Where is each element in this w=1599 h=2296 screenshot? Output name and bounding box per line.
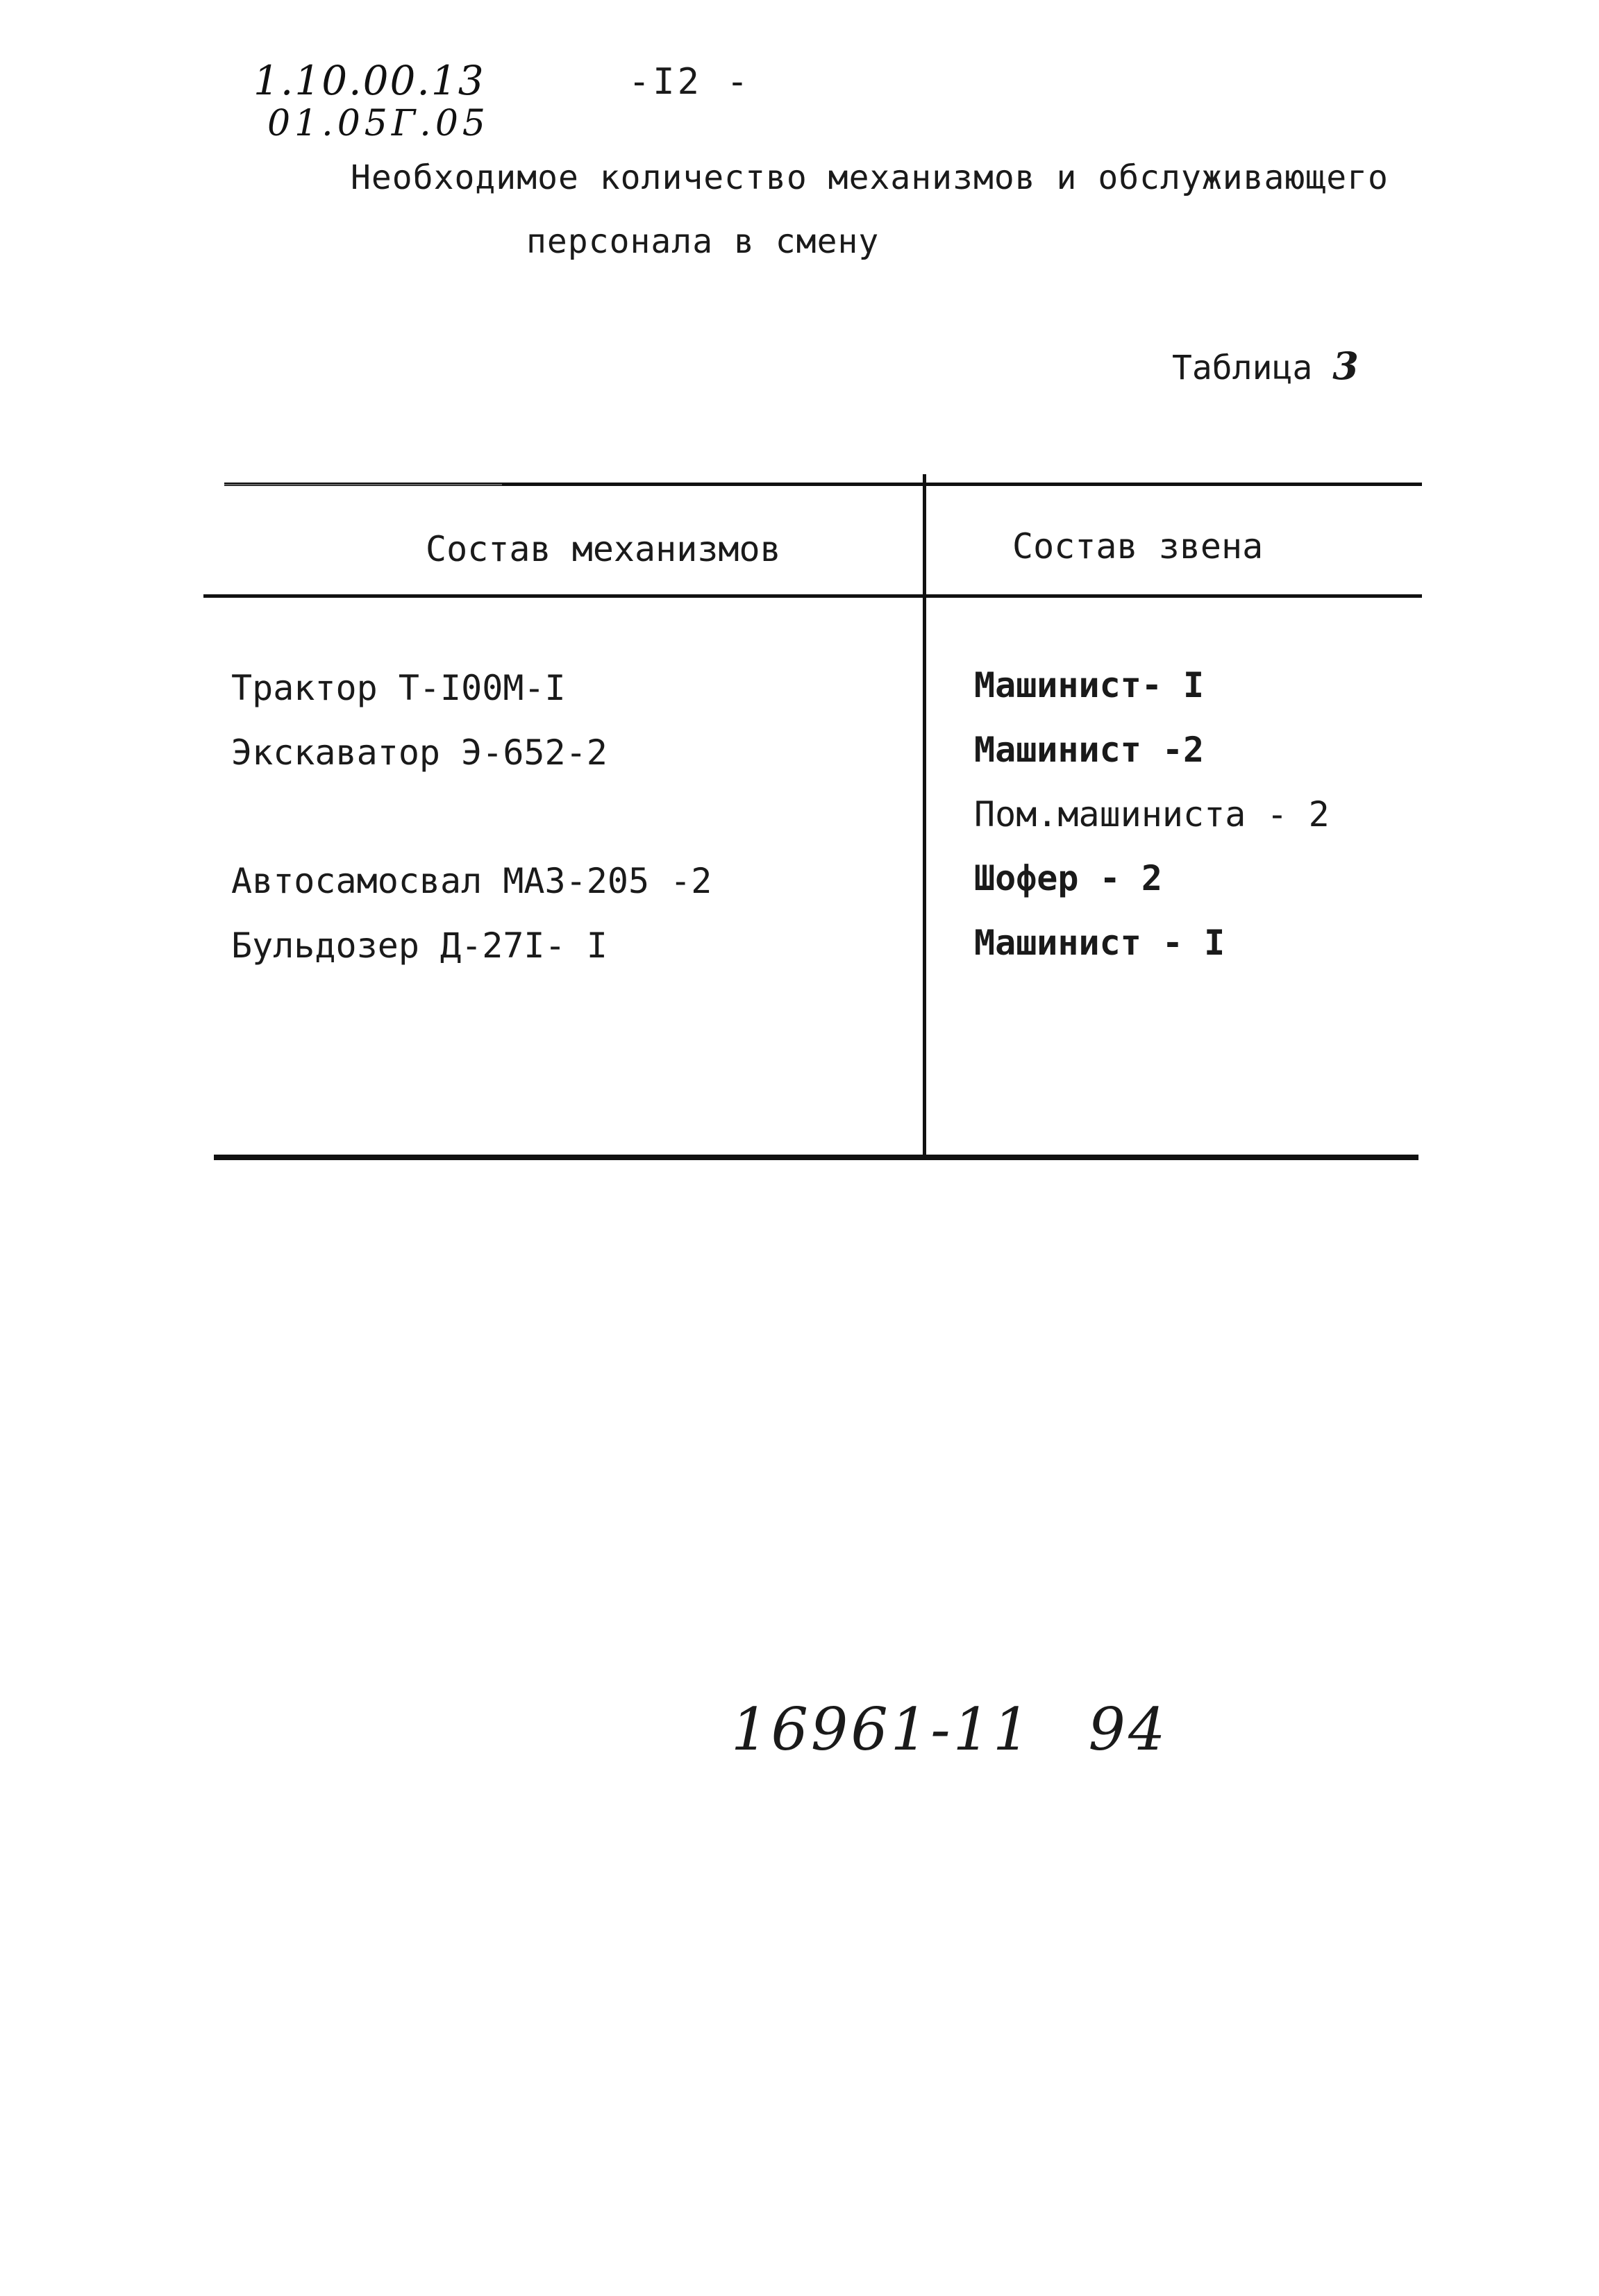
table-header-crew: Состав звена bbox=[1012, 526, 1264, 567]
table-cell-crew: Пом.машиниста - 2 bbox=[974, 794, 1330, 835]
page-title-line-1: Необходимое количество механизмов и обслуживающего bbox=[351, 158, 1389, 197]
table-label-text: Таблица bbox=[1172, 349, 1313, 387]
archive-stamp bbox=[731, 1695, 1168, 1763]
table-label-number: 3 bbox=[1332, 344, 1359, 388]
page-number: -I2 - bbox=[628, 61, 751, 103]
table-cell-crew: Машинист- I bbox=[974, 665, 1205, 705]
table-cell-mechanism: Автосамосвал МАЗ-205 -2 bbox=[231, 861, 712, 901]
archive-stamp-sheet: 94 bbox=[1088, 1695, 1169, 1763]
table-column-divider bbox=[923, 474, 926, 1160]
table-cell-mechanism: Бульдозер Д-27I- I bbox=[231, 925, 608, 966]
table-label bbox=[1172, 344, 1359, 388]
table-cell-mechanism: Экскаватор Э-652-2 bbox=[231, 732, 608, 773]
page-title-line-2: персонала в смену bbox=[526, 222, 880, 261]
table-top-rule-accent bbox=[224, 484, 502, 485]
table-cell-crew: Шофер - 2 bbox=[974, 858, 1162, 898]
document-code-line-2: 01.05Г.05 bbox=[267, 103, 489, 144]
table-cell-crew: Машинист -2 bbox=[974, 730, 1205, 770]
table-header-mechanisms: Состав механизмов bbox=[426, 529, 781, 569]
archive-stamp-number: 16961-11 bbox=[731, 1695, 1033, 1763]
table-bottom-rule bbox=[214, 1155, 1418, 1160]
table-cell-crew: Машинист - I bbox=[974, 923, 1225, 963]
table-cell-mechanism: Трактор Т-I00М-I bbox=[231, 668, 566, 708]
table-header-rule bbox=[203, 594, 1422, 598]
document-code-line-1: 1.10.00.13 bbox=[253, 57, 485, 104]
